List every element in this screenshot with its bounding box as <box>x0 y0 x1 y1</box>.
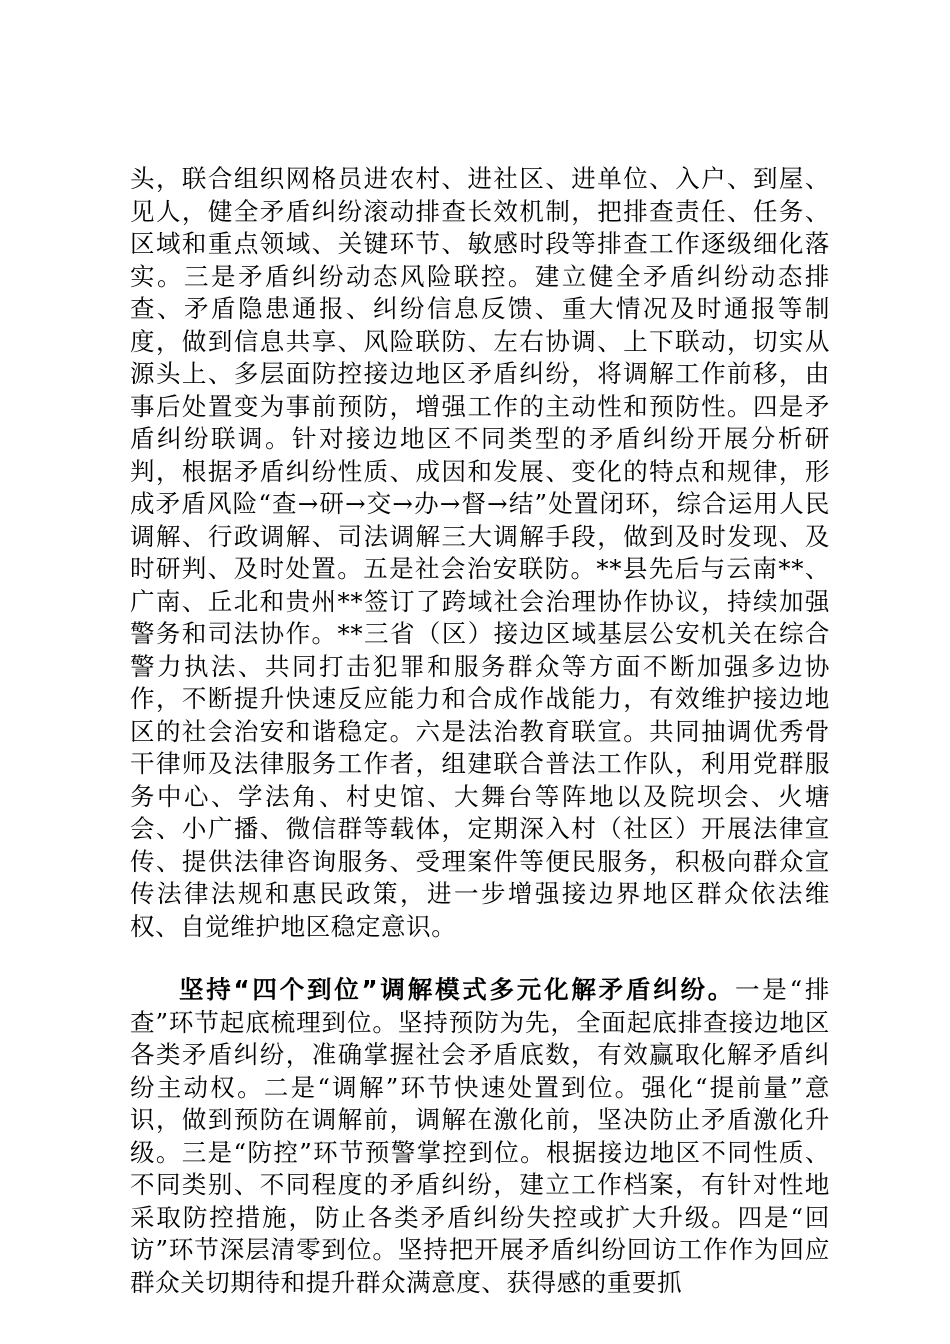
paragraph-text: 一是“排查”环节起底梳理到位。坚持预防为先，全面起底排查接边地区各类矛盾纠纷，准确掌握社会矛盾底数，有效赢取化解矛盾纠纷主动权。二是“调解”环节快速处置到位。强化“提前量”意识，做到预防在调解前，调解在激化前，坚决防止矛盾激化升级。三是“防控”环节预警掌控到位。根据接边地区不同性质、不同类别、不同程度的矛盾纠纷，建立工作档案，有针对性地采取防控措施，防止各类矛盾纠纷失控或扩大升级。四是“回访”环节深层清零到位。坚持把开展矛盾纠纷回访工作作为回应群众关切期待和提升群众满意度、获得感的重要抓 <box>130 975 830 1297</box>
document-body <box>130 163 830 1299</box>
paragraph-continued <box>130 163 830 943</box>
paragraph-four-in-place <box>130 974 830 1299</box>
paragraph-text: 头，联合组织网格员进农村、进社区、进单位、入户、到屋、见人，健全矛盾纠纷滚动排查长效机制，把排查责任、任务、区域和重点领域、关键环节、敏感时段等排查工作逐级细化落实。三是矛盾纠纷动态风险联控。建立健全矛盾纠纷动态排查、矛盾隐患通报、纠纷信息反馈、重大情况及时通报等制度，做到信息共享、风险联防、左右协调、上下联动，切实从源头上、多层面防控接边地区矛盾纠纷，将调解工作前移，由事后处置变为事前预防，增强工作的主动性和预防性。四是矛盾纠纷联调。针对接边地区不同类型的矛盾纠纷开展分析研判，根据矛盾纠纷性质、成因和发展、变化的特点和规律，形成矛盾风险“查→研→交→办→督→结”处置闭环，综合运用人民调解、行政调解、司法调解三大调解手段，做到及时发现、及时研判、及时处置。五是社会治安联防。**县先后与云南**、广南、丘北和贵州**签订了跨域社会治理协作协议，持续加强警务和司法协作。**三省（区）接边区域基层公安机关在综合警力执法、共同打击犯罪和服务群众等方面不断加强多边协作，不断提升快速反应能力和合成作战能力，有效维护接边地区的社会治安和谐稳定。六是法治教育联宣。共同抽调优秀骨干律师及法律服务工作者，组建联合普法工作队，利用党群服务中心、学法角、村史馆、大舞台等阵地以及院坝会、火塘会、小广播、微信群等载体，定期深入村（社区）开展法律宣传、提供法律咨询服务、受理案件等便民服务，积极向群众宣传法律法规和惠民政策，进一步增强接边界地区群众依法维权、自觉维护地区稳定意识。 <box>130 164 830 941</box>
paragraph-spacer <box>130 943 830 974</box>
paragraph-heading: 坚持“四个到位”调解模式多元化解矛盾纠纷。 <box>179 975 736 1004</box>
